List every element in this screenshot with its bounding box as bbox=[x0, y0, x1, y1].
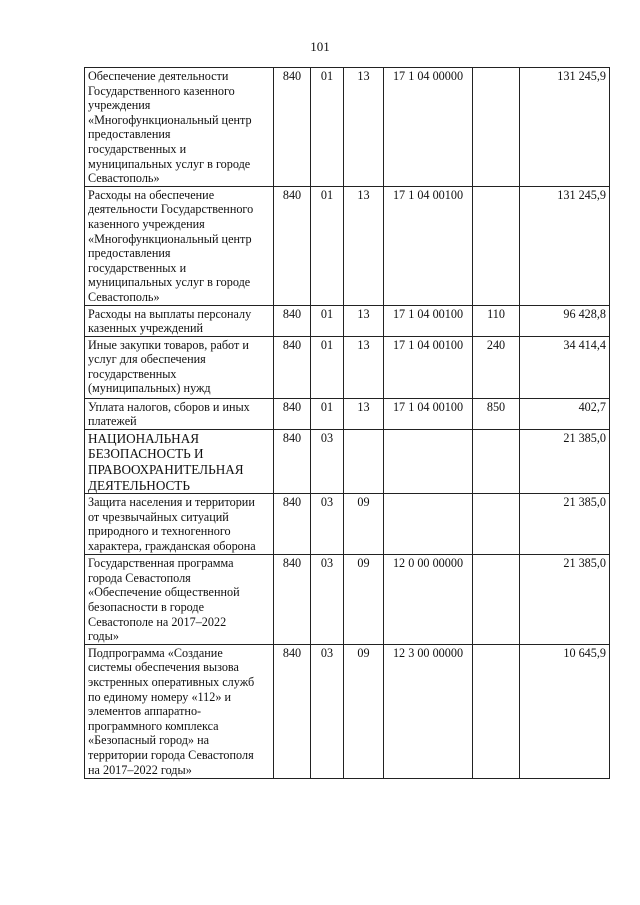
budget-table bbox=[84, 67, 610, 779]
item-name-line: экстренных оперативных служб bbox=[88, 675, 255, 689]
page-number: 101 bbox=[310, 39, 330, 54]
table-row bbox=[85, 644, 610, 778]
ministry-code-cell: 840 bbox=[274, 494, 311, 555]
amount-cell: 10 645,9 bbox=[520, 644, 610, 778]
target-article-cell: 17 1 04 00100 bbox=[384, 305, 473, 336]
item-name-cell bbox=[85, 305, 274, 336]
ministry-code-cell: 840 bbox=[274, 68, 311, 187]
table-body bbox=[85, 68, 610, 779]
item-name-line: государственных и bbox=[88, 141, 187, 156]
section-cell: 01 bbox=[311, 68, 344, 187]
item-name-line: Расходы на обеспечение bbox=[88, 187, 215, 202]
expense-type-cell bbox=[473, 429, 520, 493]
amount-cell: 131 245,9 bbox=[520, 68, 610, 187]
item-name-cell bbox=[85, 398, 274, 429]
item-name-line: города Севастополя bbox=[88, 570, 191, 585]
item-name-line: Государственная программа bbox=[88, 556, 234, 571]
amount-cell: 131 245,9 bbox=[520, 186, 610, 305]
item-name-line: БЕЗОПАСНОСТЬ И bbox=[88, 446, 204, 462]
item-name-line: муниципальных услуг в городе bbox=[88, 275, 251, 290]
amount-cell: 21 385,0 bbox=[520, 429, 610, 493]
target-article-cell: 17 1 04 00000 bbox=[384, 68, 473, 187]
item-name-line: (муниципальных) нужд bbox=[88, 381, 211, 396]
item-name-line: Уплата налогов, сборов и иных bbox=[88, 399, 250, 414]
subsection-cell: 13 bbox=[344, 398, 384, 429]
item-name-line: Севастополь» bbox=[88, 171, 160, 186]
item-name-line: «Обеспечение общественной bbox=[88, 585, 240, 600]
item-name-line: НАЦИОНАЛЬНАЯ bbox=[88, 430, 200, 446]
item-name-line: предоставления bbox=[88, 127, 171, 142]
table-row bbox=[85, 555, 610, 645]
item-name-line: учреждения bbox=[88, 98, 151, 113]
target-article-cell: 12 3 00 00000 bbox=[384, 644, 473, 778]
table-row bbox=[85, 68, 610, 187]
target-article-cell: 17 1 04 00100 bbox=[384, 186, 473, 305]
section-cell: 01 bbox=[311, 305, 344, 336]
subsection-cell: 13 bbox=[344, 68, 384, 187]
target-article-cell bbox=[384, 429, 473, 493]
item-name-line: Обеспечение деятельности bbox=[88, 69, 229, 83]
item-name-line: природного и техногенного bbox=[88, 524, 231, 539]
expense-type-cell: 240 bbox=[473, 336, 520, 398]
item-name-line: годы» bbox=[88, 629, 119, 644]
item-name-line: казенных учреждений bbox=[88, 321, 204, 336]
subsection-cell: 13 bbox=[344, 186, 384, 305]
table-row bbox=[85, 429, 610, 493]
expense-type-cell bbox=[473, 555, 520, 645]
ministry-code-cell: 840 bbox=[274, 336, 311, 398]
ministry-code-cell: 840 bbox=[274, 398, 311, 429]
section-cell: 03 bbox=[311, 429, 344, 493]
ministry-code-cell: 840 bbox=[274, 555, 311, 645]
subsection-cell: 13 bbox=[344, 305, 384, 336]
expense-type-cell: 850 bbox=[473, 398, 520, 429]
target-article-cell: 17 1 04 00100 bbox=[384, 336, 473, 398]
subsection-cell: 09 bbox=[344, 494, 384, 555]
item-name-line: системы обеспечения вызова bbox=[88, 660, 239, 675]
expense-type-cell bbox=[473, 494, 520, 555]
expense-type-cell bbox=[473, 68, 520, 187]
target-article-cell: 12 0 00 00000 bbox=[384, 555, 473, 645]
item-name-line: «Многофункциональный центр bbox=[88, 112, 252, 127]
table-row bbox=[85, 336, 610, 398]
item-name-line: Севастополе на 2017–2022 bbox=[88, 614, 227, 629]
expense-type-cell: 110 bbox=[473, 305, 520, 336]
section-cell: 03 bbox=[311, 494, 344, 555]
item-name-line: государственных bbox=[88, 366, 177, 381]
item-name-line: ДЕЯТЕЛЬНОСТЬ bbox=[88, 477, 190, 493]
ministry-code-cell: 840 bbox=[274, 429, 311, 493]
amount-cell: 21 385,0 bbox=[520, 494, 610, 555]
table-row bbox=[85, 305, 610, 336]
item-name-line: муниципальных услуг в городе bbox=[88, 156, 251, 171]
target-article-cell bbox=[384, 494, 473, 555]
item-name-line: Иные закупки товаров, работ и bbox=[88, 337, 249, 352]
item-name-cell bbox=[85, 555, 274, 645]
item-name-line: Государственного казенного bbox=[88, 83, 235, 98]
table-row bbox=[85, 494, 610, 555]
table-row bbox=[85, 398, 610, 429]
amount-cell: 34 414,4 bbox=[520, 336, 610, 398]
item-name-line: услуг для обеспечения bbox=[88, 352, 206, 367]
item-name-line: предоставления bbox=[88, 246, 171, 261]
ministry-code-cell: 840 bbox=[274, 644, 311, 778]
item-name-line: на 2017–2022 годы» bbox=[88, 762, 192, 777]
item-name-line: элементов аппаратно- bbox=[88, 704, 202, 719]
item-name-line: казенного учреждения bbox=[88, 216, 205, 231]
subsection-cell: 13 bbox=[344, 336, 384, 398]
item-name-cell bbox=[85, 644, 274, 778]
item-name-line: деятельности Государственного bbox=[88, 202, 254, 217]
expense-type-cell bbox=[473, 186, 520, 305]
subsection-cell: 09 bbox=[344, 555, 384, 645]
item-name-line: государственных и bbox=[88, 260, 187, 275]
item-name-line: по единому номеру «112» и bbox=[88, 689, 232, 704]
subsection-cell: 09 bbox=[344, 644, 384, 778]
item-name-line: безопасности в городе bbox=[88, 600, 205, 615]
item-name-cell bbox=[85, 429, 274, 493]
item-name-line: «Многофункциональный центр bbox=[88, 231, 252, 246]
ministry-code-cell: 840 bbox=[274, 186, 311, 305]
item-name-line: Защита населения и территории bbox=[88, 495, 255, 510]
amount-cell: 96 428,8 bbox=[520, 305, 610, 336]
amount-cell: 402,7 bbox=[520, 398, 610, 429]
item-name-line: Расходы на выплаты персоналу bbox=[88, 306, 252, 321]
section-cell: 01 bbox=[311, 398, 344, 429]
item-name-line: ПРАВООХРАНИТЕЛЬНАЯ bbox=[88, 462, 244, 478]
ministry-code-cell: 840 bbox=[274, 305, 311, 336]
amount-cell: 21 385,0 bbox=[520, 555, 610, 645]
item-name-line: Подпрограмма «Создание bbox=[88, 645, 223, 660]
subsection-cell bbox=[344, 429, 384, 493]
item-name-line: Севастополь» bbox=[88, 289, 160, 304]
item-name-cell bbox=[85, 186, 274, 305]
section-cell: 03 bbox=[311, 555, 344, 645]
item-name-line: от чрезвычайных ситуаций bbox=[88, 509, 229, 524]
item-name-cell bbox=[85, 494, 274, 555]
item-name-line: «Безопасный город» на bbox=[88, 733, 210, 748]
item-name-line: платежей bbox=[88, 414, 137, 429]
item-name-line: программного комплекса bbox=[88, 718, 219, 733]
item-name-cell bbox=[85, 336, 274, 398]
expense-type-cell bbox=[473, 644, 520, 778]
section-cell: 03 bbox=[311, 644, 344, 778]
item-name-line: характера, гражданская оборона bbox=[88, 539, 256, 554]
section-cell: 01 bbox=[311, 186, 344, 305]
item-name-cell bbox=[85, 68, 274, 187]
item-name-line: территории города Севастополя bbox=[88, 747, 254, 762]
section-cell: 01 bbox=[311, 336, 344, 398]
target-article-cell: 17 1 04 00100 bbox=[384, 398, 473, 429]
table-row bbox=[85, 186, 610, 305]
